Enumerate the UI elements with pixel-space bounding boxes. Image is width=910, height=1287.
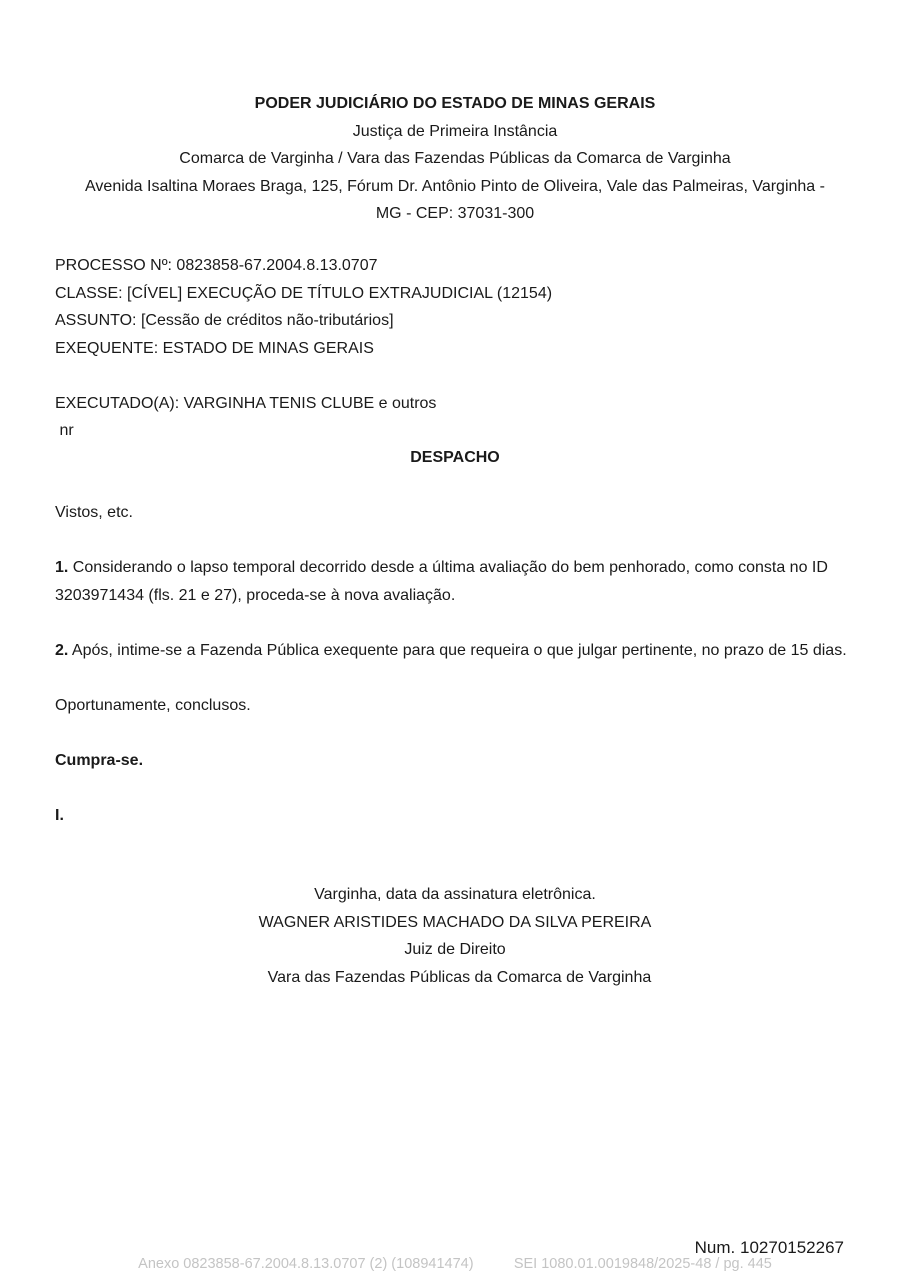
initial-text: I. <box>55 806 64 824</box>
document-heading: DESPACHO <box>410 449 500 466</box>
court-address-line-1: Avenida Isaltina Moraes Braga, 125, Fórum Dr. Antônio Pinto de Oliveira, Vale das Palmeiras, Varginha - <box>85 177 825 195</box>
item-1-number: 1. <box>55 559 69 576</box>
case-class: CLASSE: [CÍVEL] EXECUÇÃO DE TÍTULO EXTRAJUDICIAL (12154) <box>55 284 553 302</box>
case-subject: ASSUNTO: [Cessão de créditos não-tributários] <box>55 312 394 329</box>
order-line <box>55 747 860 775</box>
place-date: Varginha, data da assinatura eletrônica. <box>314 886 596 903</box>
court-district: Comarca de Varginha / Vara das Fazendas Públicas da Comarca de Varginha <box>179 150 731 167</box>
case-defendant: EXECUTADO(A): VARGINHA TENIS CLUBE e outros <box>55 394 437 412</box>
judge-name: WAGNER ARISTIDES MACHADO DA SILVA PEREIRA <box>258 913 652 931</box>
item-1-text: Considerando o lapso temporal decorrido desde a última avaliação do bem penhorado, como consta no ID 3203971434 (fls. 21 e 27), proceda-se à nova avaliação. <box>55 559 828 604</box>
paragraph-item-2 <box>55 637 860 665</box>
document-number: Num. 10270152267 <box>694 1238 844 1257</box>
footer-annex: Anexo 0823858-67.2004.8.13.0707 (2) (108941474) <box>138 1256 474 1272</box>
closing-line: Oportunamente, conclusos. <box>55 696 251 714</box>
judge-court: Vara das Fazendas Públicas da Comarca de Varginha <box>258 968 652 986</box>
case-note: nr <box>55 422 74 439</box>
judge-role: Juiz de Direito <box>404 941 506 958</box>
page-footer <box>0 1256 910 1272</box>
signature-block <box>55 881 855 991</box>
case-plaintiff: EXEQUENTE: ESTADO DE MINAS GERAIS <box>55 339 374 357</box>
court-address-line-2: MG - CEP: 37031-300 <box>375 205 535 222</box>
footer-sei: SEI 1080.01.0019848/2025-48 / pg. 445 <box>513 1256 772 1272</box>
item-2-number: 2. <box>55 641 69 659</box>
court-instance: Justiça de Primeira Instância <box>352 122 558 140</box>
document-body <box>55 499 860 857</box>
spacer <box>55 362 855 390</box>
case-metadata <box>55 252 855 445</box>
initial-line <box>55 802 860 830</box>
order-text: Cumpra-se. <box>55 751 144 769</box>
court-title: PODER JUDICIÁRIO DO ESTADO DE MINAS GERAIS <box>254 95 656 112</box>
paragraph-item-1 <box>55 554 860 609</box>
item-2-text: Após, intime-se a Fazenda Pública exequente para que requeira o que julgar pertinente, no prazo de 15 dias. <box>68 641 847 659</box>
process-number: PROCESSO Nº: 0823858-67.2004.8.13.0707 <box>55 257 378 274</box>
opening-line: Vistos, etc. <box>55 504 133 521</box>
document-header <box>55 90 855 228</box>
